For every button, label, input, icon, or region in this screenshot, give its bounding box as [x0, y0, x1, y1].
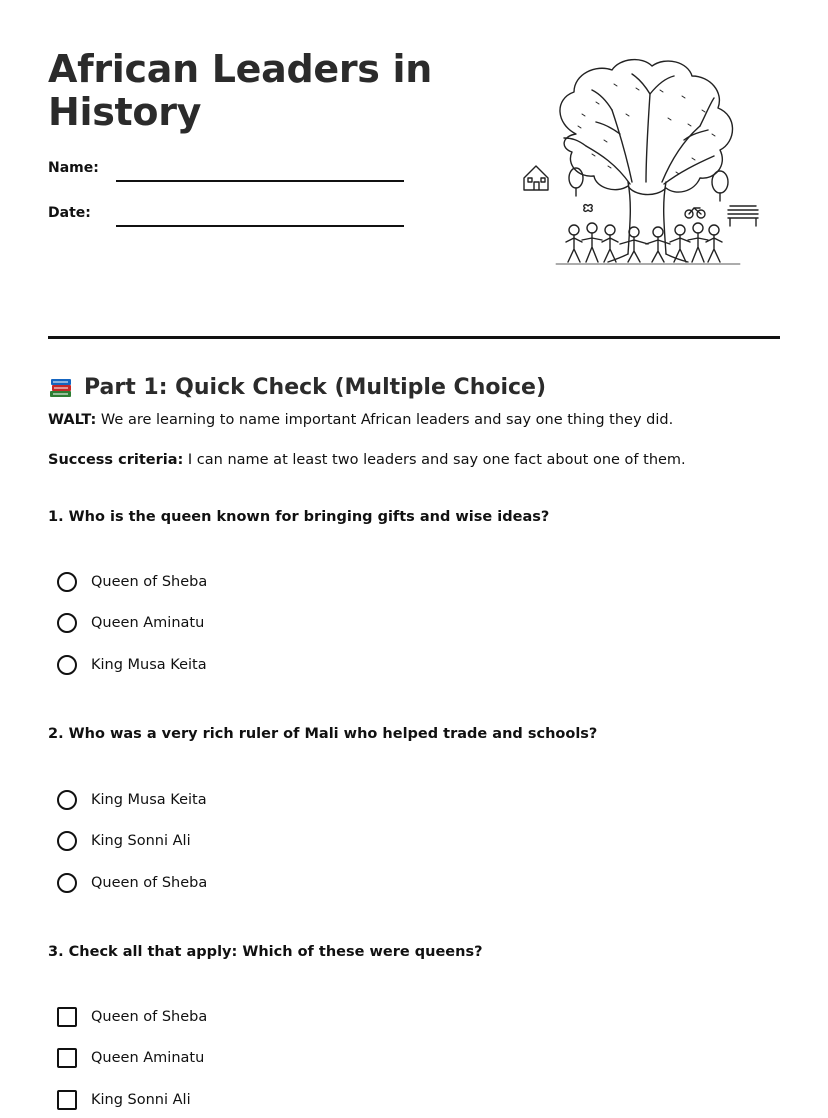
q3-option-2[interactable] [57, 1048, 204, 1068]
date-field[interactable] [116, 225, 404, 227]
success-text: I can name at least two leaders and say one fact about one of them. [183, 452, 686, 468]
walt-text: We are learning to name important African leaders and say one thing they did. [96, 412, 674, 428]
radio-button[interactable] [57, 655, 77, 675]
radio-button[interactable] [57, 613, 77, 633]
q1-option-2[interactable] [57, 613, 204, 633]
success-label: Success criteria: [48, 452, 184, 468]
worksheet-title: African Leaders in History [48, 47, 433, 134]
name-field[interactable] [116, 180, 404, 182]
question-3: 3. Check all that apply: Which of these were queens? [48, 944, 483, 960]
part1-heading-text: Part 1: Quick Check (Multiple Choice) [84, 374, 547, 400]
option-label: King Sonni Ali [91, 1092, 191, 1108]
option-label: King Musa Keita [91, 657, 207, 673]
section-divider [48, 336, 780, 339]
walt-statement [48, 412, 673, 428]
question-1: 1. Who is the queen known for bringing gifts and wise ideas? [48, 509, 550, 525]
q1-option-1[interactable] [57, 572, 207, 592]
part1-heading [48, 374, 546, 400]
q2-option-2[interactable] [57, 831, 191, 851]
name-label: Name: [48, 160, 99, 176]
q2-option-3[interactable] [57, 873, 207, 893]
option-label: Queen Aminatu [91, 615, 205, 631]
option-label: Queen of Sheba [91, 574, 208, 590]
radio-button[interactable] [57, 572, 77, 592]
q2-option-1[interactable] [57, 790, 207, 810]
question-2: 2. Who was a very rich ruler of Mali who helped trade and schools? [48, 726, 598, 742]
q1-option-3[interactable] [57, 655, 207, 675]
option-label: King Musa Keita [91, 792, 207, 808]
date-label: Date: [48, 205, 91, 221]
option-label: Queen of Sheba [91, 875, 208, 891]
q3-option-1[interactable] [57, 1007, 207, 1027]
checkbox[interactable] [57, 1090, 77, 1110]
radio-button[interactable] [57, 790, 77, 810]
q3-option-3[interactable] [57, 1090, 191, 1110]
walt-label: WALT: [48, 412, 97, 428]
option-label: Queen of Sheba [91, 1009, 208, 1025]
checkbox[interactable] [57, 1048, 77, 1068]
success-criteria [48, 452, 686, 468]
books-icon [48, 374, 74, 400]
option-label: Queen Aminatu [91, 1050, 205, 1066]
radio-button[interactable] [57, 873, 77, 893]
checkbox[interactable] [57, 1007, 77, 1027]
tree-with-children-illustration [516, 54, 764, 274]
option-label: King Sonni Ali [91, 833, 191, 849]
radio-button[interactable] [57, 831, 77, 851]
